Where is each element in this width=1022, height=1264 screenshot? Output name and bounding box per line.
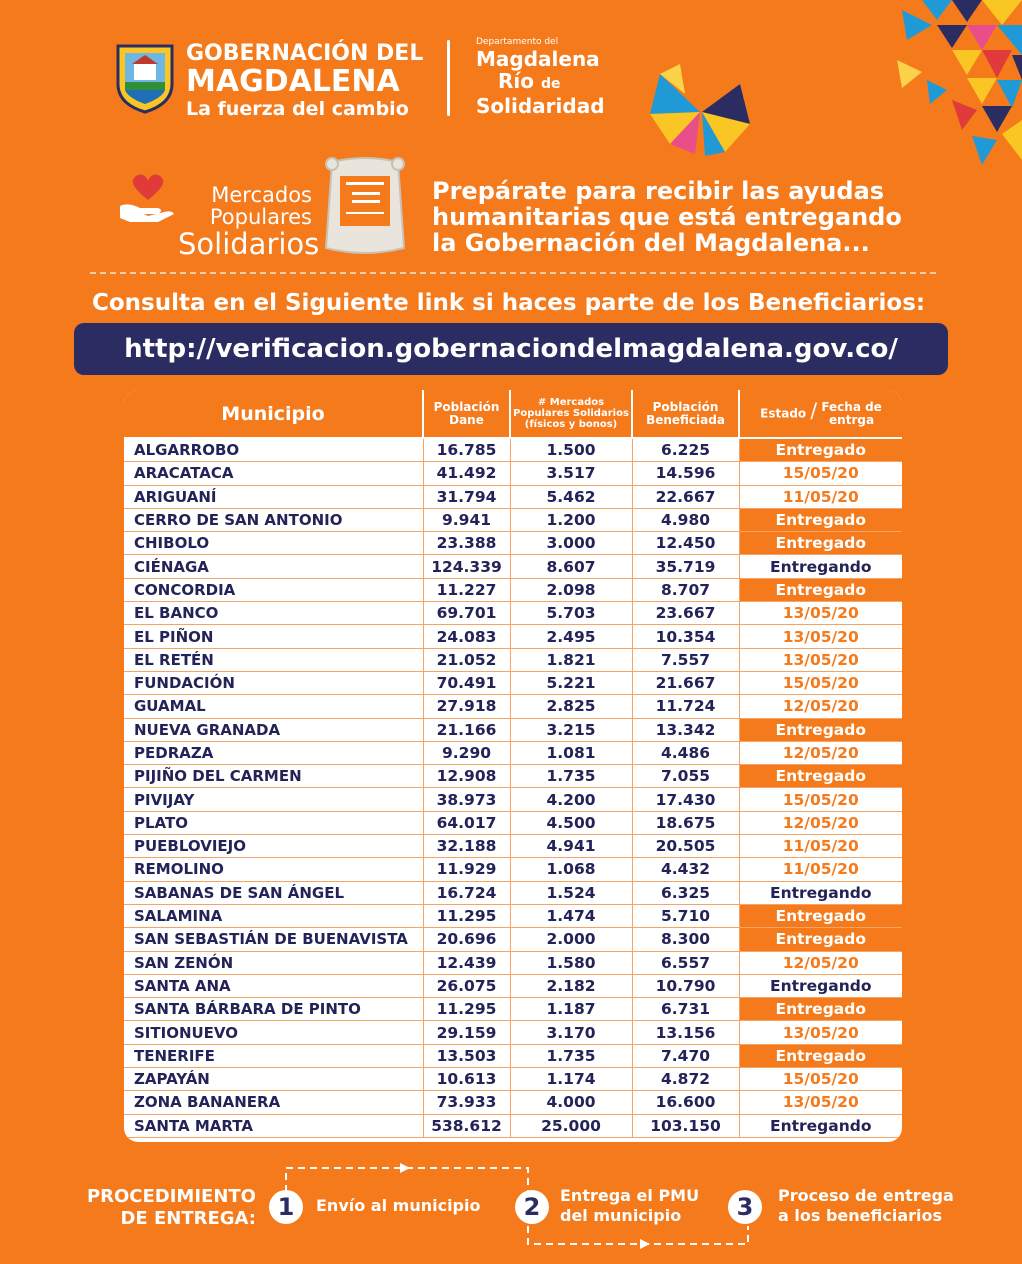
table-row (124, 1021, 902, 1044)
cell-mercados: 2.098 (510, 578, 632, 601)
cell-estado: 13/05/20 (739, 648, 902, 671)
cell-mercados: 1.524 (510, 881, 632, 904)
header-estado: Estado (760, 406, 807, 420)
cell-poblacion-dane: 16.785 (423, 438, 510, 462)
cell-municipio: SITIONUEVO (124, 1021, 423, 1044)
cell-poblacion-dane: 24.083 (423, 625, 510, 648)
cell-poblacion-dane: 124.339 (423, 555, 510, 578)
cell-municipio: CHIBOLO (124, 532, 423, 555)
cell-mercados: 1.474 (510, 904, 632, 927)
cell-poblacion-dane: 32.188 (423, 835, 510, 858)
cell-mercados: 1.200 (510, 508, 632, 531)
cell-mercados: 1.580 (510, 951, 632, 974)
header-poblacion-l2: Dane (449, 412, 484, 427)
cell-poblacion-beneficiada: 22.667 (632, 485, 739, 508)
cell-mercados: 3.170 (510, 1021, 632, 1044)
table-row (124, 1114, 902, 1137)
cell-mercados: 3.215 (510, 718, 632, 741)
cell-estado: Entregado (739, 998, 902, 1021)
table-row (124, 835, 902, 858)
cell-poblacion-dane: 12.908 (423, 765, 510, 788)
cell-poblacion-dane: 20.696 (423, 928, 510, 951)
cell-municipio: SANTA MARTA (124, 1114, 423, 1137)
cell-municipio: PIJIÑO DEL CARMEN (124, 765, 423, 788)
cell-poblacion-beneficiada: 21.667 (632, 671, 739, 694)
cell-estado: 12/05/20 (739, 951, 902, 974)
cell-estado: 11/05/20 (739, 485, 902, 508)
step2-number: 2 (515, 1190, 549, 1224)
cell-estado: Entregado (739, 765, 902, 788)
cell-estado: Entregando (739, 974, 902, 997)
table-header-row (124, 390, 902, 438)
cell-mercados: 3.517 (510, 462, 632, 485)
cell-municipio: ARIGUANÍ (124, 485, 423, 508)
dept-line2-a: Río (498, 69, 534, 93)
cell-mercados: 2.495 (510, 625, 632, 648)
cell-estado: Entregando (739, 881, 902, 904)
cell-poblacion-dane: 70.491 (423, 671, 510, 694)
cell-mercados: 4.000 (510, 1091, 632, 1114)
cell-poblacion-beneficiada: 14.596 (632, 462, 739, 485)
cell-poblacion-beneficiada: 10.790 (632, 974, 739, 997)
cell-municipio: SALAMINA (124, 904, 423, 927)
cell-poblacion-dane: 10.613 (423, 1068, 510, 1091)
header-mercados-l3: (físicos y bonos) (524, 419, 618, 430)
cell-mercados: 1.735 (510, 1044, 632, 1067)
header-estado-fecha (739, 390, 902, 438)
cell-poblacion-dane: 9.290 (423, 741, 510, 764)
header-beneficiada-l2: Beneficiada (646, 412, 725, 427)
cell-poblacion-dane: 11.227 (423, 578, 510, 601)
cell-mercados: 1.174 (510, 1068, 632, 1091)
gobernacion-title (186, 42, 423, 120)
mercados-line1: Mercados (211, 183, 312, 207)
procedimiento-label (66, 1186, 256, 1230)
cell-municipio: EL BANCO (124, 602, 423, 625)
table-row (124, 671, 902, 694)
cell-poblacion-beneficiada: 13.342 (632, 718, 739, 741)
header-municipio: Municipio (124, 390, 423, 438)
cell-poblacion-dane: 11.295 (423, 998, 510, 1021)
cell-poblacion-dane: 73.933 (423, 1091, 510, 1114)
cell-estado: Entregado (739, 1044, 902, 1067)
cell-poblacion-dane: 27.918 (423, 695, 510, 718)
procedimiento-l1: PROCEDIMIENTO (86, 1186, 256, 1207)
cell-mercados: 4.500 (510, 811, 632, 834)
table-row (124, 438, 902, 462)
heart-hand-icon (118, 172, 178, 224)
table-row (124, 998, 902, 1021)
cell-poblacion-dane: 11.295 (423, 904, 510, 927)
cell-poblacion-dane: 64.017 (423, 811, 510, 834)
cell-poblacion-beneficiada: 8.707 (632, 578, 739, 601)
cell-mercados: 1.500 (510, 438, 632, 462)
procedimiento-l2: DE ENTREGA: (120, 1208, 256, 1229)
cell-municipio: SAN ZENÓN (124, 951, 423, 974)
table-row (124, 485, 902, 508)
cell-poblacion-beneficiada: 6.557 (632, 951, 739, 974)
cell-poblacion-beneficiada: 12.450 (632, 532, 739, 555)
cell-municipio: EL RETÉN (124, 648, 423, 671)
cell-estado: Entregado (739, 532, 902, 555)
mercados-line3: Solidarios (178, 227, 320, 261)
cell-poblacion-dane: 16.724 (423, 881, 510, 904)
cell-mercados: 5.703 (510, 602, 632, 625)
cell-poblacion-dane: 9.941 (423, 508, 510, 531)
step2-line2: del municipio (560, 1206, 682, 1225)
table-row (124, 625, 902, 648)
table-row (124, 858, 902, 881)
prepare-line3: la Gobernación del Magdalena... (432, 229, 870, 257)
cell-poblacion-dane: 12.439 (423, 951, 510, 974)
cell-poblacion-beneficiada: 6.325 (632, 881, 739, 904)
header-mercados-l2: Populares Solidarios (513, 408, 629, 419)
step2-text (560, 1186, 699, 1226)
cell-municipio: GUAMAL (124, 695, 423, 718)
cell-poblacion-dane: 26.075 (423, 974, 510, 997)
table-row (124, 1044, 902, 1067)
gobernacion-slogan: La fuerza del cambio (186, 98, 409, 120)
cell-municipio: SANTA ANA (124, 974, 423, 997)
table-row (124, 928, 902, 951)
prepare-line1: Prepárate para recibir las ayudas (432, 177, 885, 205)
table-row (124, 602, 902, 625)
header-poblacion-dane (423, 390, 510, 438)
dept-line2-b: de (540, 76, 561, 92)
step3-number: 3 (728, 1190, 762, 1224)
cell-mercados: 1.821 (510, 648, 632, 671)
cell-mercados: 1.068 (510, 858, 632, 881)
cell-estado: 11/05/20 (739, 835, 902, 858)
step3-line1: Proceso de entrega (778, 1186, 954, 1205)
cell-estado: Entregando (739, 1114, 902, 1137)
cell-municipio: ZONA BANANERA (124, 1091, 423, 1114)
cell-estado: 13/05/20 (739, 625, 902, 648)
cell-poblacion-dane: 13.503 (423, 1044, 510, 1067)
header-mercados (510, 390, 632, 438)
cell-poblacion-beneficiada: 13.156 (632, 1021, 739, 1044)
cell-municipio: SAN SEBASTIÁN DE BUENAVISTA (124, 928, 423, 951)
cell-poblacion-beneficiada: 35.719 (632, 555, 739, 578)
cell-poblacion-beneficiada: 23.667 (632, 602, 739, 625)
table-row (124, 508, 902, 531)
cell-poblacion-beneficiada: 6.225 (632, 438, 739, 462)
cell-poblacion-beneficiada: 7.557 (632, 648, 739, 671)
prepare-line2: humanitarias que está entregando (432, 203, 902, 231)
cell-municipio: ZAPAYÁN (124, 1068, 423, 1091)
step1-number: 1 (269, 1190, 303, 1224)
cell-mercados: 2.000 (510, 928, 632, 951)
header-fecha-l2: entrga (829, 412, 875, 427)
cell-estado: 15/05/20 (739, 788, 902, 811)
cell-municipio: ALGARROBO (124, 438, 423, 462)
cell-poblacion-dane: 11.929 (423, 858, 510, 881)
table-row (124, 788, 902, 811)
cell-municipio: SABANAS DE SAN ÁNGEL (124, 881, 423, 904)
cell-mercados: 1.187 (510, 998, 632, 1021)
magdalena-shield-logo (114, 40, 176, 114)
cell-estado: Entregado (739, 904, 902, 927)
table-row (124, 578, 902, 601)
cell-poblacion-beneficiada: 5.710 (632, 904, 739, 927)
cell-mercados: 2.182 (510, 974, 632, 997)
cell-municipio: CONCORDIA (124, 578, 423, 601)
cell-municipio: PLATO (124, 811, 423, 834)
prepare-message (432, 178, 952, 256)
table-row (124, 881, 902, 904)
table-row (124, 904, 902, 927)
step2-line1: Entrega el PMU (560, 1186, 700, 1205)
table-row (124, 695, 902, 718)
table-row (124, 1091, 902, 1114)
cell-estado: Entregado (739, 508, 902, 531)
cell-estado: 11/05/20 (739, 858, 902, 881)
cell-estado: Entregado (739, 718, 902, 741)
gobernacion-line2: MAGDALENA (186, 64, 400, 99)
cell-poblacion-beneficiada: 8.300 (632, 928, 739, 951)
cell-municipio: PUEBLOVIEJO (124, 835, 423, 858)
cell-poblacion-beneficiada: 11.724 (632, 695, 739, 718)
cell-poblacion-beneficiada: 16.600 (632, 1091, 739, 1114)
table-row (124, 974, 902, 997)
table-row (124, 648, 902, 671)
header-poblacion-beneficiada (632, 390, 739, 438)
cell-mercados: 4.941 (510, 835, 632, 858)
cell-poblacion-dane: 38.973 (423, 788, 510, 811)
cell-mercados: 8.607 (510, 555, 632, 578)
cell-poblacion-dane: 69.701 (423, 602, 510, 625)
butterfly-icon (640, 64, 760, 160)
cell-mercados: 1.735 (510, 765, 632, 788)
table-body (124, 438, 902, 1137)
cell-estado: 13/05/20 (739, 1021, 902, 1044)
cell-mercados: 1.081 (510, 741, 632, 764)
mercados-populares-logo (178, 183, 320, 261)
cell-mercados: 5.462 (510, 485, 632, 508)
cell-poblacion-dane: 41.492 (423, 462, 510, 485)
dept-line1: Magdalena (476, 47, 600, 71)
cell-estado: 12/05/20 (739, 741, 902, 764)
cell-poblacion-dane: 538.612 (423, 1114, 510, 1137)
table-row (124, 718, 902, 741)
cell-municipio: CERRO DE SAN ANTONIO (124, 508, 423, 531)
table-row (124, 1068, 902, 1091)
cell-estado: Entregado (739, 928, 902, 951)
cell-poblacion-beneficiada: 20.505 (632, 835, 739, 858)
cell-municipio: FUNDACIÓN (124, 671, 423, 694)
table-row (124, 765, 902, 788)
dept-small-text: Departamento del (476, 37, 559, 47)
cell-poblacion-dane: 23.388 (423, 532, 510, 555)
cell-poblacion-beneficiada: 4.872 (632, 1068, 739, 1091)
cell-estado: 12/05/20 (739, 695, 902, 718)
cell-municipio: NUEVA GRANADA (124, 718, 423, 741)
step3-text (778, 1186, 954, 1226)
consulta-text: Consulta en el Siguiente link si haces parte de los Beneficiarios: (92, 290, 926, 316)
market-sack-icon (322, 152, 408, 260)
cell-mercados: 5.221 (510, 671, 632, 694)
cell-estado: Entregado (739, 578, 902, 601)
cell-mercados: 25.000 (510, 1114, 632, 1137)
cell-poblacion-beneficiada: 6.731 (632, 998, 739, 1021)
header-mercados-l1: # Mercados (537, 397, 605, 408)
cell-estado: 15/05/20 (739, 462, 902, 485)
cell-estado: 15/05/20 (739, 1068, 902, 1091)
cell-poblacion-dane: 29.159 (423, 1021, 510, 1044)
cell-municipio: PIVIJAY (124, 788, 423, 811)
step3-line2: a los beneficiarios (778, 1206, 942, 1225)
mercados-line2: Populares (209, 205, 312, 229)
cell-municipio: CIÉNAGA (124, 555, 423, 578)
cell-municipio: REMOLINO (124, 858, 423, 881)
cell-mercados: 3.000 (510, 532, 632, 555)
cell-poblacion-dane: 21.166 (423, 718, 510, 741)
cell-estado: 12/05/20 (739, 811, 902, 834)
header-divider (447, 40, 450, 116)
table-row (124, 555, 902, 578)
cell-estado: 15/05/20 (739, 671, 902, 694)
cell-municipio: TENERIFE (124, 1044, 423, 1067)
cell-poblacion-beneficiada: 4.486 (632, 741, 739, 764)
dept-line3: Solidaridad (476, 94, 605, 118)
header-poblacion-l1: Población (433, 399, 500, 414)
cell-poblacion-beneficiada: 103.150 (632, 1114, 739, 1137)
cell-mercados: 2.825 (510, 695, 632, 718)
header-fecha-l1: Fecha de (821, 399, 882, 414)
verification-url-link[interactable]: http://verificacion.gobernaciondelmagdalena.gov.co/ (74, 323, 948, 375)
cell-estado: Entregado (739, 438, 902, 462)
cell-municipio: ARACATACA (124, 462, 423, 485)
cell-mercados: 4.200 (510, 788, 632, 811)
header-estado-sep: / (810, 398, 818, 422)
table-row (124, 741, 902, 764)
cell-municipio: PEDRAZA (124, 741, 423, 764)
cell-poblacion-beneficiada: 7.055 (632, 765, 739, 788)
step1-text: Envío al municipio (316, 1196, 481, 1215)
decorative-triangles (802, 0, 1022, 170)
cell-poblacion-beneficiada: 4.432 (632, 858, 739, 881)
gobernacion-line1: GOBERNACIÓN DEL (186, 41, 424, 66)
table-row (124, 951, 902, 974)
header-beneficiada-l1: Población (652, 399, 719, 414)
dashed-divider (90, 272, 936, 274)
cell-municipio: EL PIÑON (124, 625, 423, 648)
cell-poblacion-beneficiada: 18.675 (632, 811, 739, 834)
cell-poblacion-beneficiada: 17.430 (632, 788, 739, 811)
beneficiaries-table (124, 390, 902, 1142)
cell-poblacion-beneficiada: 10.354 (632, 625, 739, 648)
cell-poblacion-dane: 31.794 (423, 485, 510, 508)
cell-municipio: SANTA BÁRBARA DE PINTO (124, 998, 423, 1021)
cell-poblacion-beneficiada: 7.470 (632, 1044, 739, 1067)
cell-estado: 13/05/20 (739, 1091, 902, 1114)
departamento-logo-text (476, 36, 605, 117)
table-row (124, 532, 902, 555)
table-row (124, 462, 902, 485)
cell-poblacion-dane: 21.052 (423, 648, 510, 671)
cell-estado: 13/05/20 (739, 602, 902, 625)
cell-poblacion-beneficiada: 4.980 (632, 508, 739, 531)
table-row (124, 811, 902, 834)
cell-estado: Entregando (739, 555, 902, 578)
